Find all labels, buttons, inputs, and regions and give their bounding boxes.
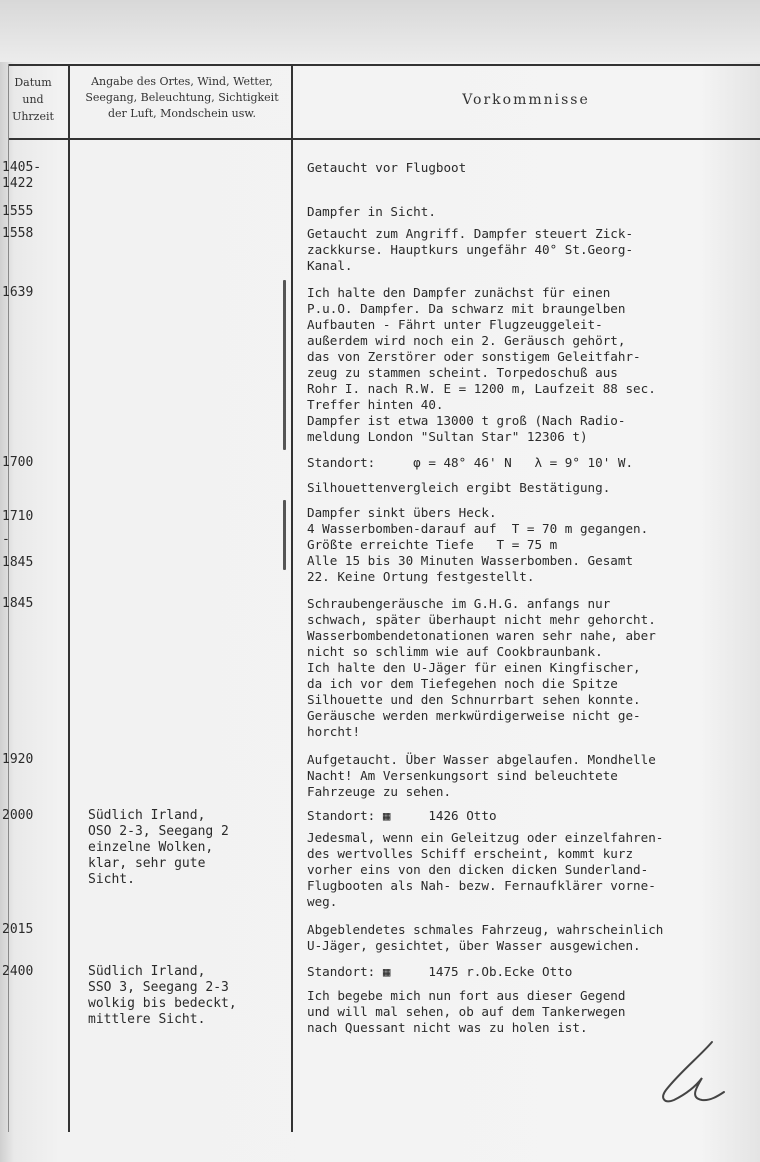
entry-text: Aufgetaucht. Über Wasser abgelaufen. Mondhelle Nacht! Am Versenkungsort sind beleuchtete Fahrzeuge zu sehen. [307, 752, 656, 799]
entry-text: Dampfer in Sicht. [307, 204, 436, 219]
entry-text: Getaucht zum Angriff. Dampfer steuert Zick- zackkurse. Hauptkurs ungefähr 40° St.Georg- Kanal. [307, 226, 634, 273]
entry-text: Standort: ▦ 1475 r.Ob.Ecke Otto [307, 964, 573, 979]
entry-time: 1639 [2, 285, 34, 300]
entry-time: 2015 [2, 922, 34, 937]
page-top-shadow [0, 0, 760, 62]
binding-mark [283, 280, 286, 450]
entry-time: 1558 [2, 226, 34, 241]
entry-time: 1920 [2, 752, 34, 767]
handwritten-signature [650, 1038, 730, 1108]
entry-time: 2400 [2, 964, 34, 979]
entry-text: Silhouettenvergleich ergibt Bestätigung. [307, 480, 611, 495]
entry-time: 1555 [2, 204, 34, 219]
column-divider-left [68, 64, 70, 1132]
binding-mark [283, 500, 286, 570]
entry-text: Schraubengeräusche im G.H.G. anfangs nur schwach, später überhaupt nicht mehr gehorcht. Wasserbombendetonationen waren sehr nahe, aber nicht so schlimm wie auf Cookbraunbank. Ich halte den U-Jäger für einen Kingfischer, da ich vor dem Tiefegehen noch die Spitze Silhouette und den Schnurrbart sehen konnte. Geräusche werden merkwürdigerweise nicht ge- horcht! [307, 596, 656, 739]
entry-time: 1845 [2, 596, 34, 611]
column-divider-right [291, 64, 293, 1132]
header-events: Vorkommnisse [462, 92, 590, 108]
header-bottom-rule [8, 138, 760, 140]
header-location-weather: Angabe des Ortes, Wind, Wetter, Seegang, Beleuchtung, Sichtigkeit der Luft, Mondschein usw. [85, 75, 279, 120]
entry-time: 1405- 1422 [2, 160, 42, 191]
entry-text: Standort: ▦ 1426 Otto [307, 808, 497, 823]
entry-location-weather: Südlich Irland, SSO 3, Seegang 2-3 wolkig bis bedeckt, mittlere Sicht. [88, 964, 237, 1027]
entry-time: 1700 [2, 455, 34, 470]
entry-text: Jedesmal, wenn ein Geleitzug oder einzelfahren- des wertvolles Schiff erscheint, kommt kurz vorher eins von den dicken dicken Sunderland- Flugbooten als Nah- bezw. Fernaufklärer vorne- weg. [307, 830, 664, 909]
header-date-time: Datum und Uhrzeit [12, 76, 54, 123]
entry-text: Dampfer sinkt übers Heck. 4 Wasserbomben-darauf auf T = 70 m gegangen. Größte erreichte Tiefe T = 75 m Alle 15 bis 30 Minuten Wasserbomben. Gesamt 22. Keine Ortung festgestellt. [307, 505, 649, 584]
entry-text: Ich halte den Dampfer zunächst für einen P.u.O. Dampfer. Da schwarz mit braungelben Aufbauten - Fährt unter Flugzeuggeleit- außerdem wird noch ein 2. Geräusch gehört, das von Zerstörer oder sonstigem Geleitfahr- zeug zu stammen scheint. Torpedoschuß aus Rohr I. nach R.W. E = 1200 m, Laufzeit 88 sec. Treffer hinten 40. Dampfer ist etwa 13000 t groß (Nach Radio- meldung London "Sultan Star" 12306 t) [307, 285, 656, 444]
entry-location-weather: Südlich Irland, OSO 2-3, Seegang 2 einzelne Wolken, klar, sehr gute Sicht. [88, 808, 229, 887]
table-top-rule [8, 64, 760, 66]
entry-text: Ich begebe mich nun fort aus dieser Gegend und will mal sehen, ob auf dem Tankerwegen nach Quessant nicht was zu holen ist. [307, 988, 626, 1035]
entry-time: 2000 [2, 808, 34, 823]
entry-time: 1710 - 1845 [2, 509, 34, 570]
entry-text: Getaucht vor Flugboot [307, 160, 467, 175]
entry-text: Abgeblendetes schmales Fahrzeug, wahrscheinlich U-Jäger, gesichtet, über Wasser ausgewichen. [307, 922, 664, 953]
entry-text: Standort: φ = 48° 46' N λ = 9° 10' W. [307, 455, 634, 470]
